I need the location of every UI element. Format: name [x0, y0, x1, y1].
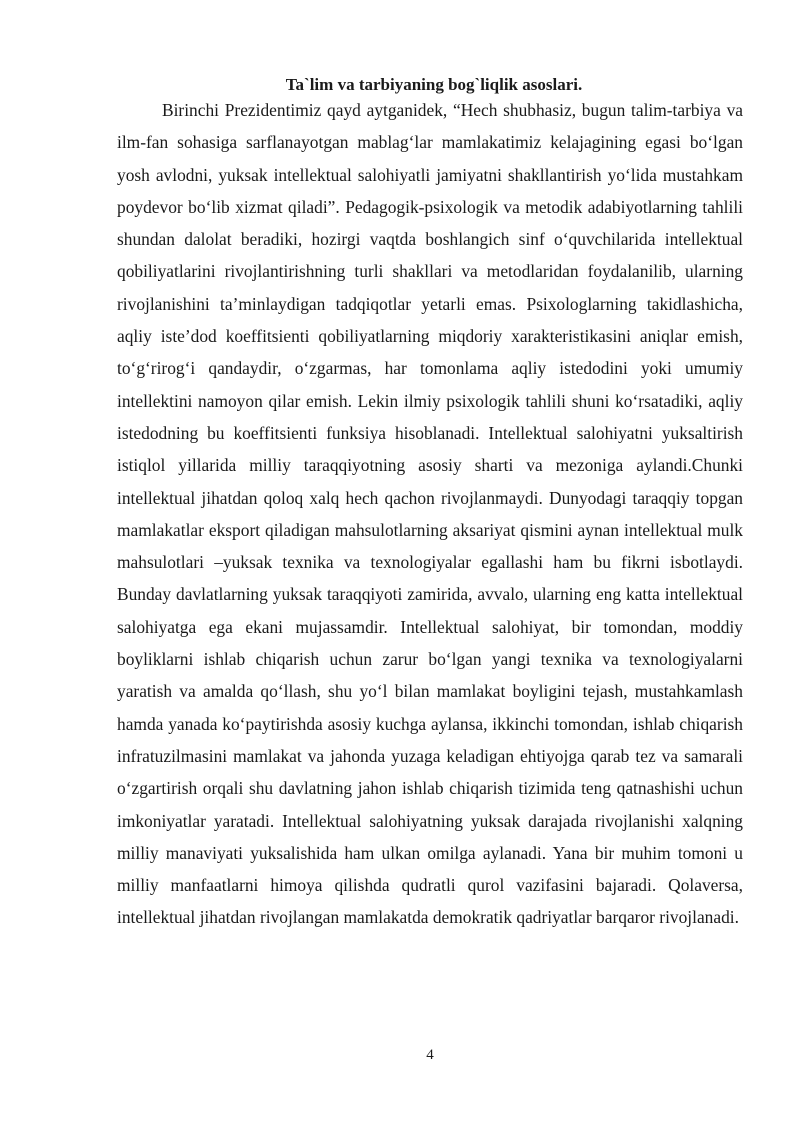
- body-paragraph: Birinchi Prezidentimiz qayd aytganidek, “Hech shubhasiz, bugun talim-tarbiya va ilm-fan sohasiga sarflanayotgan mablag‘lar mamlakatimiz kelajagining egasi bo‘lgan yosh avlodni, yuksak intellektual salohiyatli jamiyatni shakllantirish yo‘lida mustahkam poydevor bo‘lib xizmat qiladi”. Pedagogik-psixologik va metodik adabiyotlarning tahlili shundan dalolat beradiki, hozirgi vaqtda boshlangich sinf o‘quvchilarida intellektual qobiliyatlarini rivojlantirishning turli shakllari va metodlaridan foydalanilib, ularning rivojlanishini ta’minlaydigan tadqiqotlar yetarli emas. Psixologlarning takidlashicha, aqliy iste’dod koeffitsienti qobiliyatlarning miqdoriy xarakteristikasini aniqlar emish, to‘g‘rirog‘i qandaydir, o‘zgarmas, har tomonlama aqliy istedodini yoki umumiy intellektini namoyon qilar emish. Lekin ilmiy psixologik tahlili shuni ko‘rsatadiki, aqliy istedodning bu koeffitsienti funksiya hisoblanadi. Intellektual salohiyatni yuksaltirish istiqlol yillarida milliy taraqqiyotning asosiy sharti va mezoniga aylandi.Chunki intellektual jihatdan qoloq xalq hech qachon rivojlanmaydi. Dunyodagi taraqqiy topgan mamlakatlar eksport qiladigan mahsulotlarning aksariyat qismini aynan intellektual mulk mahsulotlari –yuksak texnika va texnologiyalar egallashi ham bu fikrni isbotlaydi. Bunday davlatlarning yuksak taraqqiyoti zamirida, avvalo, ularning eng katta intellektual salohiyatga ega ekani mujassamdir. Intellektual salohiyat, bir tomondan, moddiy boyliklarni ishlab chiqarish uchun zarur bo‘lgan yangi texnika va texnologiyalarni yaratish va amalda qo‘llash, shu yo‘l bilan mamlakat boyligini tejash, mustahkamlash hamda yanada ko‘paytirishda asosiy kuchga aylansa, ikkinchi tomondan, ishlab chiqarish infratuzilmasini mamlakat va jahonda yuzaga keladigan ehtiyojga qarab tez va samarali o‘zgartirish orqali shu davlatning jahon ishlab chiqarish tizimida teng qatnashishi uchun imkoniyatlar yaratadi. Intellektual salohiyatning yuksak darajada rivojlanishi xalqning milliy manaviyati yuksalishida ham ulkan omilga aylanadi. Yana bir muhim tomoni u milliy manfaatlarni himoya qilishda qudratli qurol vazifasini bajaradi. Qolaversa, intellektual jihatdan rivojlangan mamlakatda demokratik qadriyatlar barqaror rivojlanadi.: [117, 100, 743, 928]
- page-number: 4: [426, 1047, 434, 1063]
- document-title: Ta`lim va tarbiyaning bog`liqlik asoslari.: [285, 75, 583, 94]
